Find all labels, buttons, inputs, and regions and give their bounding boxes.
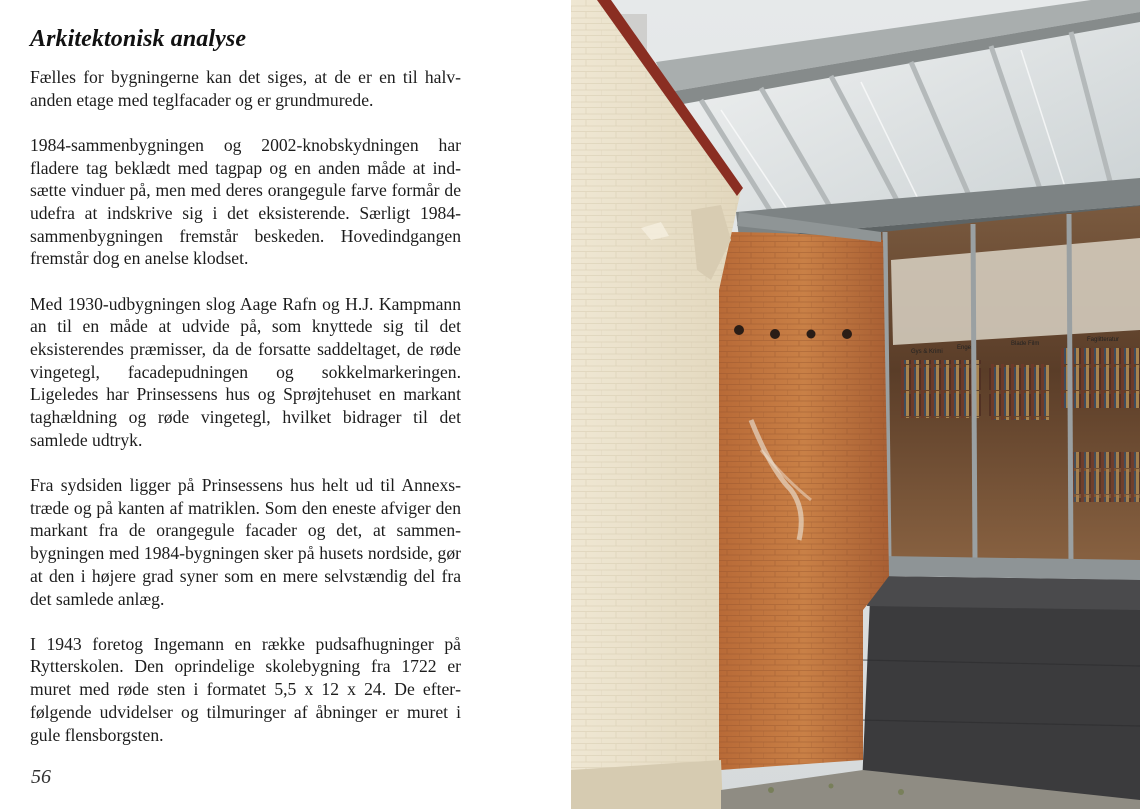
body-text	[30, 66, 461, 769]
sign-blade-film: Blade Film	[1011, 341, 1040, 347]
sign-faglitteratur: Faglitteratur	[1087, 337, 1120, 343]
library-window	[881, 206, 1140, 580]
paragraph-5: I 1943 foretog Ingemann en række pudsafhugninger på Rytterskolen. Den oprindelige skolebygning fra 1722 er muret med røde sten i formatet 5,5 x 12 x 24. De efterfølgende udvidelser og tilmuringer af åbninger er muret i gule flensborgsten.	[30, 633, 461, 745]
page-title: Arkitektonisk analyse	[30, 26, 247, 52]
page-number: 56	[31, 766, 51, 788]
paragraph-4: Fra sydsiden ligger på Prinsessens hus helt ud til Annexstræde og på kanten af matriklen. Som den eneste afviger den markant fra de orangegule facader og det, at sammenbygningen med 1984-bygningen sker på husets nordside, gør at den i højere grad syner som en mere selvstændig del fra det samlede anlæg.	[30, 475, 461, 609]
sign-gys-krimi: Gys & Krimi	[911, 349, 943, 355]
sign-engel: Engel	[957, 345, 973, 351]
paragraph-2: 1984-sammenbygningen og 2002-knobskydningen har fladere tag beklædt med tagpap og en anden måde at indsætte vinduer på, men med deres orangegule farve formår de udefra at indskrive sig i det eksisterende. Særligt 1984-sammenbygningen fremstår beskeden. Hovedindgangen fremstår dog en anelse klodset.	[30, 134, 461, 269]
dark-plinth	[861, 576, 1140, 809]
paragraph-3: Med 1930-udbygningen slog Aage Rafn og H.J. Kampmann an til en måde at udvide på, som knyttede sig til det eksisterendes præmisser, da de forsatte saddeltaget, de røde vingetegl, facadepudningen og sokkelmarkeringen. Ligeledes har Prinsessens hus og Sprøjtehuset en markant taghældning og røde vingetegl, hvilket bidrager til det samlede udtryk.	[30, 293, 461, 450]
building-photo	[571, 0, 1140, 809]
paragraph-1: Fælles for bygningerne kan det siges, at de er en til halvanden etage med teglfacader og er grundmurede.	[30, 67, 461, 110]
